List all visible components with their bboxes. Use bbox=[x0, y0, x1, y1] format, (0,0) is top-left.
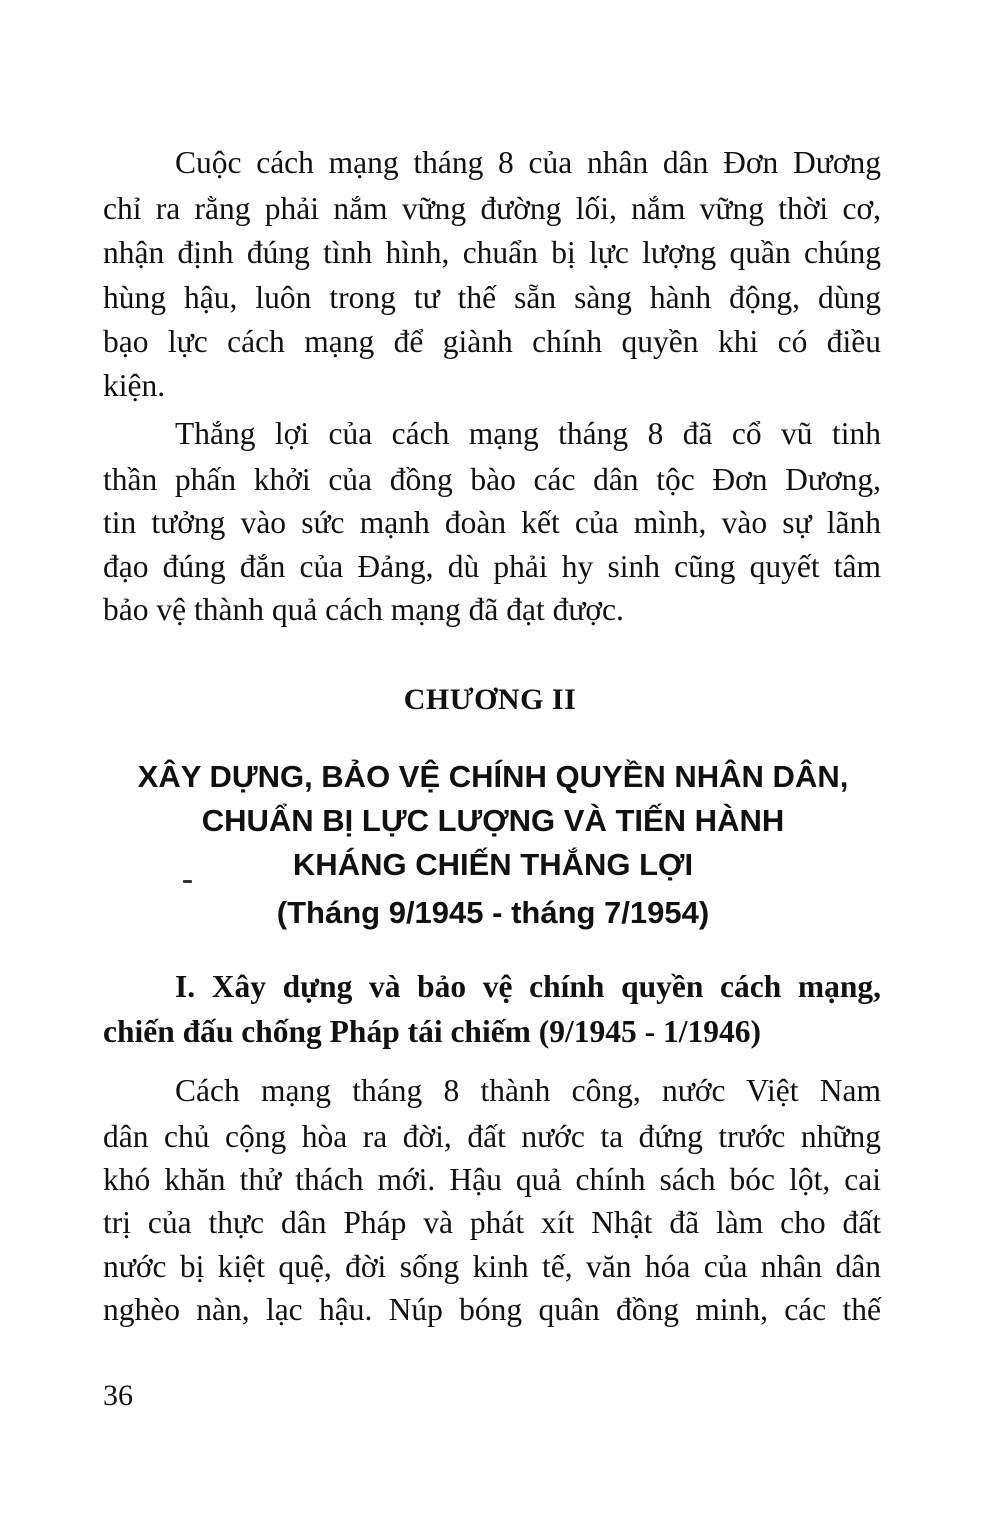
chapter-label: CHƯƠNG II bbox=[403, 683, 577, 716]
paragraph-line: bạo lực cách mạng để giành chính quyền khi có điều bbox=[103, 324, 881, 359]
section-heading-line: chiến đấu chống Pháp tái chiếm (9/1945 - 1/1946) bbox=[103, 1014, 762, 1049]
paragraph-line: dân chủ cộng hòa ra đời, đất nước ta đứng trước những bbox=[103, 1119, 881, 1154]
paragraph-line: nghèo nàn, lạc hậu. Núp bóng quân đồng minh, các thế bbox=[103, 1292, 881, 1327]
paragraph-line: Cách mạng tháng 8 thành công, nước Việt Nam bbox=[175, 1073, 881, 1108]
page-number: 36 bbox=[103, 1379, 133, 1412]
chapter-date-range: (Tháng 9/1945 - tháng 7/1954) bbox=[276, 895, 710, 930]
paragraph-line: đạo đúng đắn của Đảng, dù phải hy sinh cũng quyết tâm bbox=[103, 549, 881, 584]
section-heading-line: I. Xây dựng và bảo vệ chính quyền cách mạng, bbox=[175, 969, 881, 1004]
paragraph-line: chỉ ra rằng phải nắm vững đường lối, nắm vững thời cơ, bbox=[103, 191, 881, 226]
paragraph-line: hùng hậu, luôn trong tư thế sẵn sàng hành động, dùng bbox=[103, 280, 881, 315]
paragraph-line: khó khăn thử thách mới. Hậu quả chính sách bóc lột, cai bbox=[103, 1162, 881, 1197]
paragraph-line: Thắng lợi của cách mạng tháng 8 đã cổ vũ tinh bbox=[175, 416, 881, 451]
paragraph-line: thần phấn khởi của đồng bào các dân tộc Đơn Dương, bbox=[103, 462, 881, 497]
paragraph-line: kiện. bbox=[103, 368, 166, 403]
paragraph-line: nước bị kiệt quệ, đời sống kinh tế, văn hóa của nhân dân bbox=[103, 1249, 881, 1284]
paragraph-line: Cuộc cách mạng tháng 8 của nhân dân Đơn Dương bbox=[175, 145, 881, 180]
chapter-title-line: CHUẨN BỊ LỰC LƯỢNG VÀ TIẾN HÀNH bbox=[201, 803, 785, 838]
paragraph-line: tin tưởng vào sức mạnh đoàn kết của mình, vào sự lãnh bbox=[103, 505, 881, 540]
paragraph-line: nhận định đúng tình hình, chuẩn bị lực lượng quần chúng bbox=[103, 235, 881, 270]
paragraph-line: trị của thực dân Pháp và phát xít Nhật đã làm cho đất bbox=[103, 1205, 881, 1240]
chapter-title-line: XÂY DỰNG, BẢO VỆ CHÍNH QUYỀN NHÂN DÂN, bbox=[137, 759, 849, 794]
paragraph-line: bảo vệ thành quả cách mạng đã đạt được. bbox=[103, 592, 624, 627]
chapter-title-line: KHÁNG CHIẾN THẮNG LỢI bbox=[292, 847, 694, 882]
scan-speck bbox=[183, 880, 192, 883]
